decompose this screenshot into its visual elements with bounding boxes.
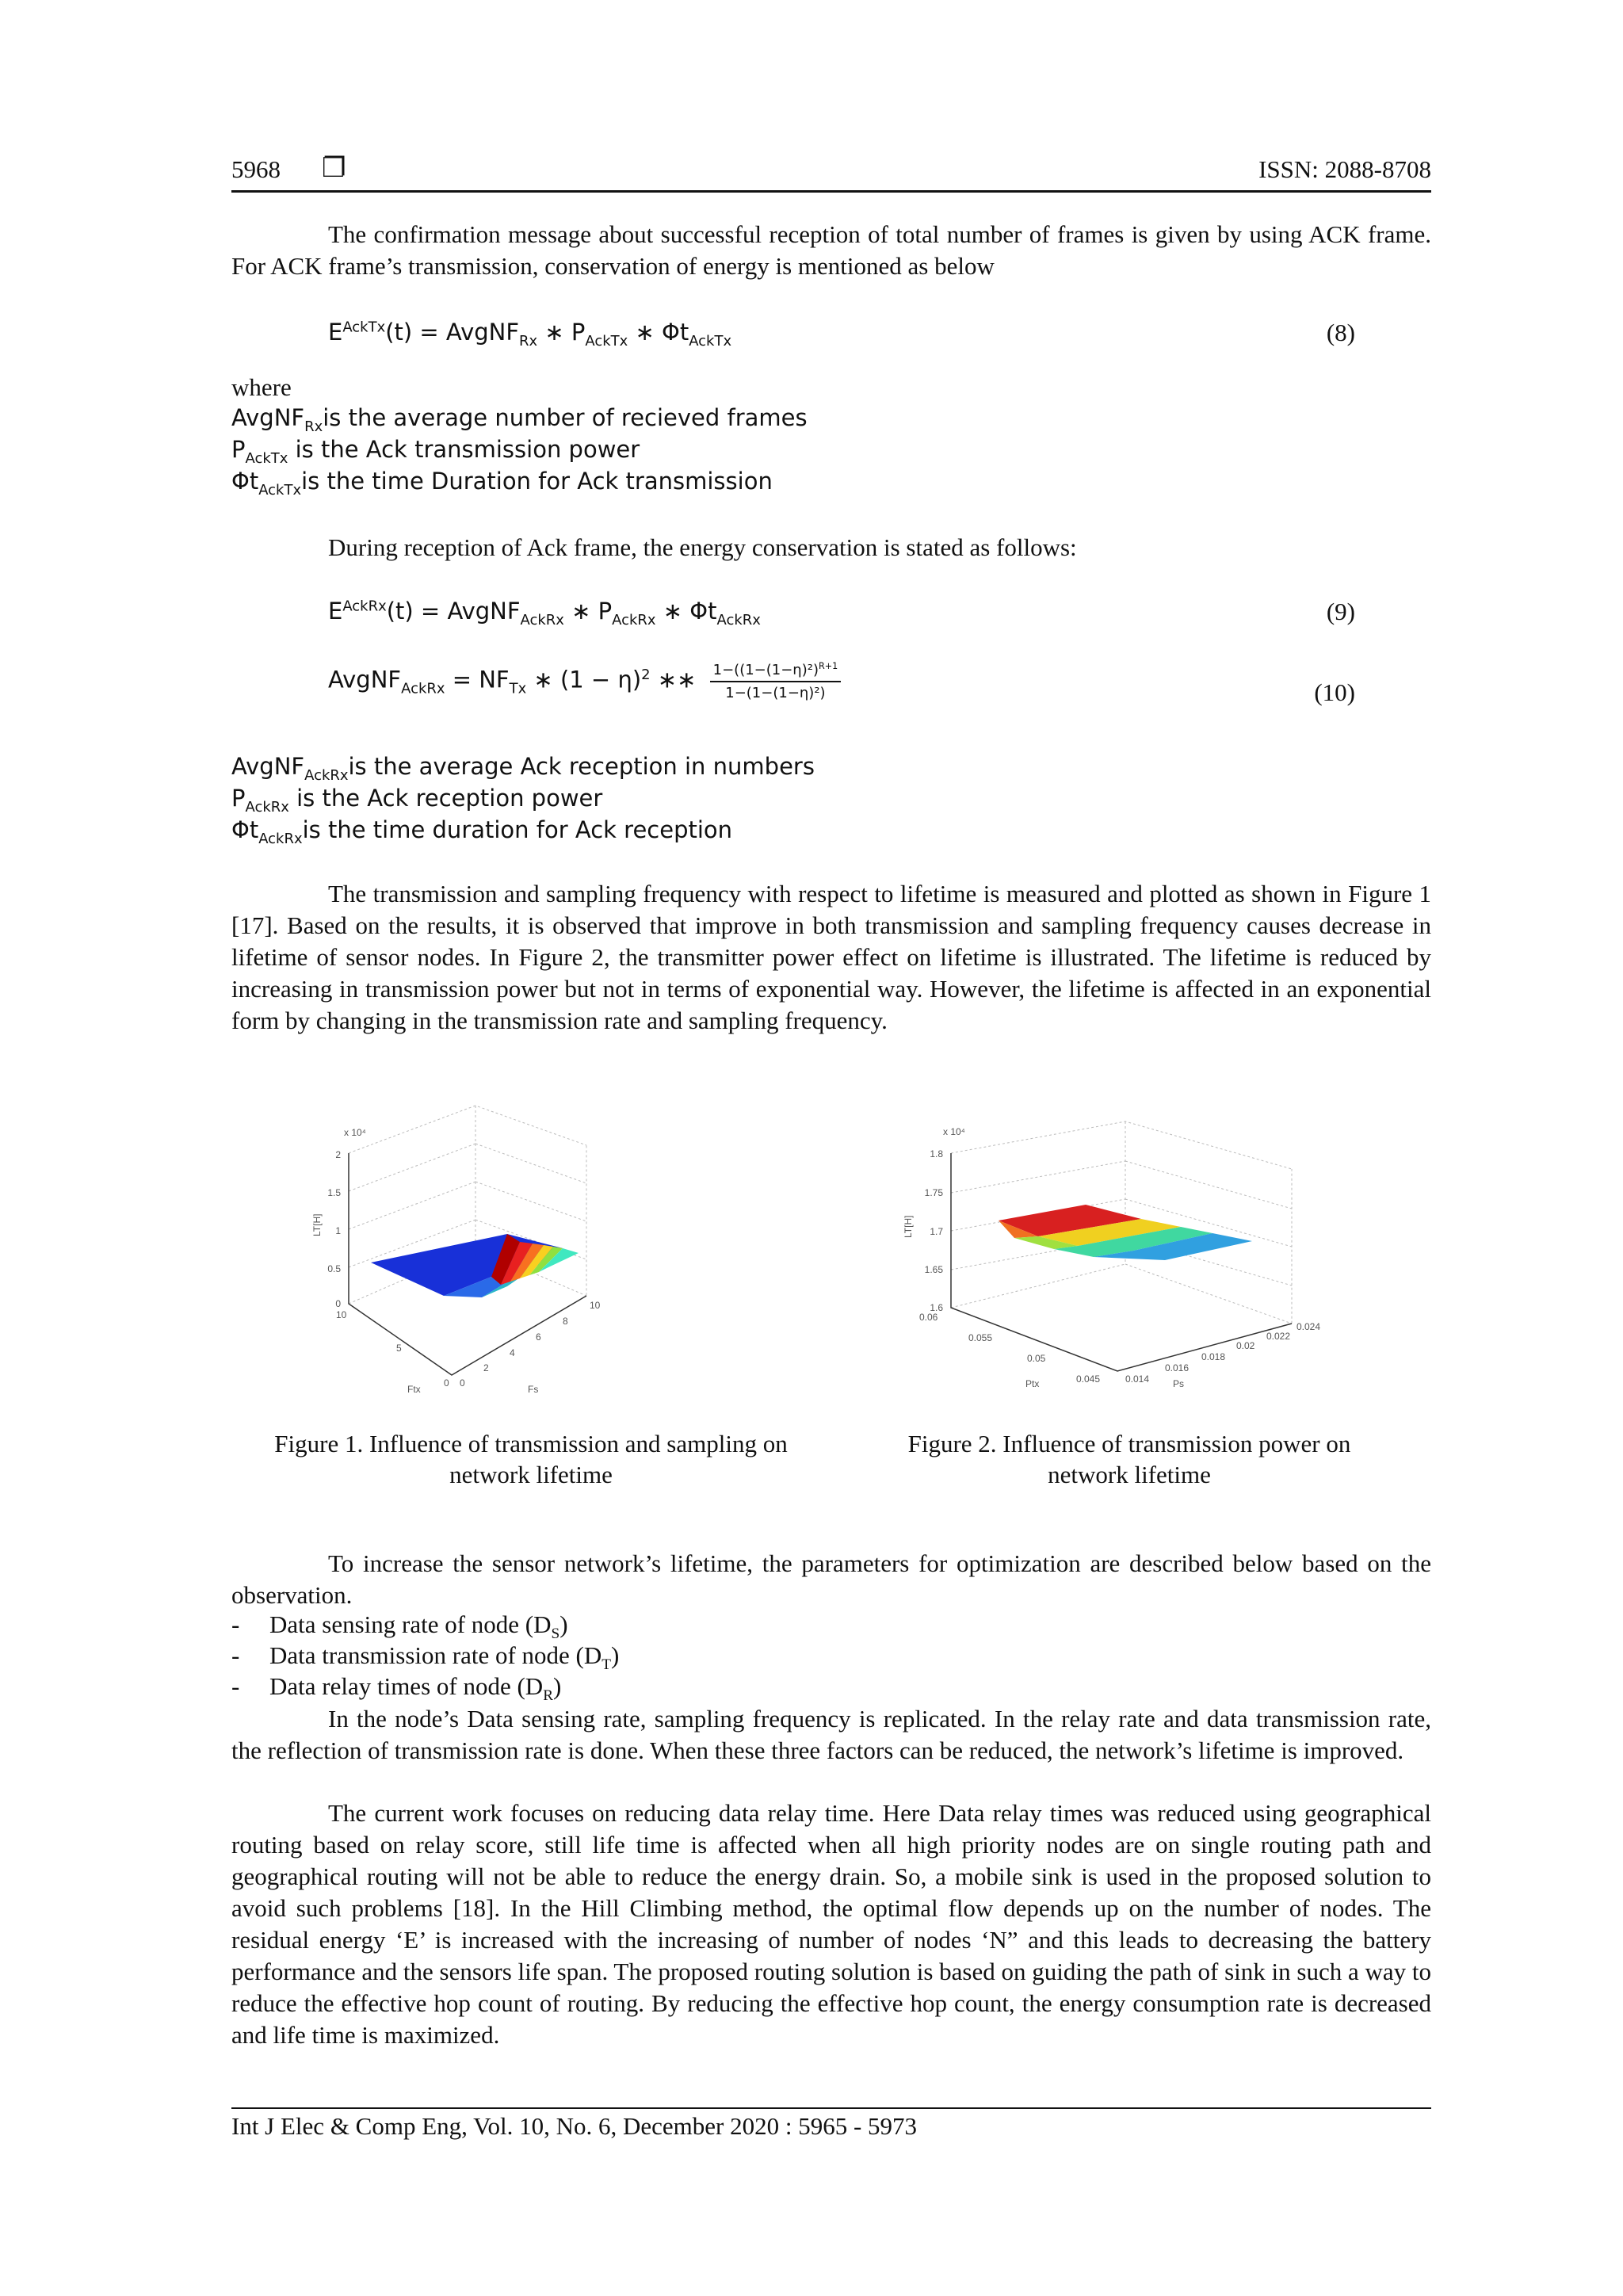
where-label: where bbox=[231, 373, 292, 401]
figure-1-caption: Figure 1. Influence of transmission and sampling on network lifetime bbox=[274, 1430, 788, 1488]
z-tick: 1.7 bbox=[930, 1226, 943, 1237]
z-tick: 2 bbox=[335, 1149, 341, 1160]
figure-2-caption: Figure 2. Influence of transmission power on network lifetime bbox=[907, 1430, 1351, 1488]
y-axis-label: Fs bbox=[528, 1384, 539, 1395]
issn: ISSN: 2088-8708 bbox=[1258, 155, 1431, 183]
y-axis-label: Ps bbox=[1173, 1378, 1185, 1389]
z-tick: 0.5 bbox=[327, 1263, 341, 1274]
x-tick: 0.06 bbox=[919, 1312, 938, 1323]
equation-9-number: (9) bbox=[1326, 598, 1355, 625]
z-axis-label: LT[H] bbox=[311, 1213, 323, 1236]
y-tick: 0.02 bbox=[1236, 1340, 1255, 1351]
y-tick: 6 bbox=[536, 1331, 541, 1343]
x-tick: 0.045 bbox=[1076, 1373, 1101, 1385]
figure-2-scale: x 10⁴ bbox=[943, 1126, 965, 1137]
footer-rule bbox=[231, 2107, 1431, 2109]
y-tick: 0.024 bbox=[1296, 1321, 1321, 1332]
figure-2-plot bbox=[896, 1117, 1403, 1403]
list-item: - Data sensing rate of node $(D_S)$ bbox=[231, 1610, 568, 1643]
x-tick: 5 bbox=[396, 1343, 402, 1354]
z-tick: 1.5 bbox=[327, 1187, 341, 1198]
definition-phi-ackrx: $\Phi t_{AckRx}is$ the time duration for Ack reception bbox=[231, 816, 733, 847]
y-tick: 10 bbox=[590, 1300, 601, 1311]
reception-paragraph: During reception of Ack frame, the energy conservation is stated as follows: bbox=[328, 533, 1077, 561]
x-tick: 0.05 bbox=[1027, 1353, 1046, 1364]
footer-citation: Int J Elec & Comp Eng, Vol. 10, No. 6, December 2020 : 5965 - 5973 bbox=[231, 2112, 918, 2140]
sensing-paragraph: In the node’s Data sensing rate, sampling frequency is replicated. In the relay rate and data transmission rate, the reflection of transmission rate is done. When these three factors can be reduced, the network’s lifetime is improved. bbox=[231, 1705, 1431, 1764]
x-axis-label: Ftx bbox=[407, 1384, 421, 1395]
x-tick: 10 bbox=[336, 1309, 347, 1320]
y-tick: 8 bbox=[563, 1316, 568, 1327]
y-tick: 0.018 bbox=[1201, 1351, 1226, 1362]
z-tick: 1.65 bbox=[924, 1264, 943, 1275]
current-work-paragraph: The current work focuses on reducing data relay time. Here Data relay times was reduced using geographical routing based on relay score, still life time is affected when all high priority nodes are on single routing path and geographical routing will not be able to reduce the energy drain. So, a mobile sink is used in the proposed solution to avoid such problems [18]. In the Hill Climbing method, the optimal flow depends up on the number of nodes. The residual energy ‘E’ is increased with the increasing of number of nodes ‘N” and this leads to decreasing the battery performance and the sensors life span. The proposed routing solution is based on guiding the path of sink in such a way to reduce the effective hop count of routing. By reducing the effective hop count, the energy consumption rate is decreased and life time is maximized. bbox=[231, 1799, 1431, 2049]
header-rule bbox=[231, 190, 1431, 193]
optimization-paragraph: To increase the sensor network’s lifetime, the parameters for optimization are described below based on the observation. bbox=[231, 1549, 1431, 1609]
figure-1-plot bbox=[311, 1098, 753, 1399]
z-axis-label: LT[H] bbox=[903, 1215, 914, 1238]
y-tick: 4 bbox=[510, 1347, 515, 1358]
equation-8-number: (8) bbox=[1326, 319, 1355, 346]
list-item: - Data transmission rate of node $(D_T)$ bbox=[231, 1641, 620, 1674]
equation-9: $E^{AckRx}(t)$ = AvgNF$_{AckRx}$ ∗ $P_{AckRx}$ ∗ $\Phi t_{AckRx}$ bbox=[328, 598, 761, 628]
y-tick: 0.016 bbox=[1165, 1362, 1190, 1373]
figure-1-surface bbox=[371, 1234, 579, 1297]
definition-p-ackrx: $P_{AckRx}$ is the Ack reception power bbox=[231, 785, 603, 816]
definition-p-acktx: $P_{AckTx}$ is the Ack transmission power bbox=[231, 436, 640, 467]
intro-paragraph: The confirmation message about successful reception of total number of frames is given by using ACK frame. For ACK frame’s transmission, conservation of energy is mentioned as below bbox=[231, 220, 1431, 280]
figure-1-scale: x 10⁴ bbox=[344, 1127, 366, 1138]
x-tick: 0 bbox=[444, 1377, 449, 1389]
y-tick: 2 bbox=[483, 1362, 489, 1373]
equation-10-fraction: $\frac{1-((1-(1-\eta)^2)^{R+1}}{\text{1−(1−(1−η)²)}}$ bbox=[710, 661, 842, 701]
page-number: 5968 bbox=[231, 155, 281, 183]
header-box-icon: ❐ bbox=[322, 152, 346, 184]
z-tick: 0 bbox=[335, 1298, 341, 1309]
x-tick: 0.055 bbox=[968, 1332, 993, 1343]
equation-10-number: (10) bbox=[1314, 678, 1355, 706]
results-paragraph: The transmission and sampling frequency with respect to lifetime is measured and plotted as shown in Figure 1 [17]. Based on the results, it is observed that improve in both transmission and sampling frequency causes decrease in lifetime of sensor nodes. In Figure 2, the transmitter power effect on lifetime is illustrated. The lifetime is reduced by increasing in transmission power but not in terms of exponential way. However, the lifetime is affected in an exponential form by changing in the transmission rate and sampling frequency. bbox=[231, 880, 1431, 1034]
z-tick: 1.6 bbox=[930, 1302, 943, 1313]
z-tick: 1.75 bbox=[924, 1187, 943, 1198]
z-tick: 1.8 bbox=[930, 1148, 943, 1159]
z-tick: 1 bbox=[335, 1225, 341, 1236]
y-tick: 0 bbox=[460, 1377, 465, 1389]
definition-avgnf-ackrx: AvgNF$_{AckRx}$is the average Ack reception in numbers bbox=[231, 753, 815, 784]
y-tick: 0.014 bbox=[1125, 1373, 1150, 1385]
equation-8: $E^{AckTx}(t)$ = AvgNF$_{Rx}$ ∗ $P_{AckTx}$ ∗ $\Phi t_{AckTx}$ bbox=[328, 319, 732, 350]
figure-1-grid bbox=[349, 1106, 586, 1375]
definition-avgnf-rx: AvgNF$_{Rx}$is the average number of recieved frames bbox=[231, 404, 808, 435]
equation-10: AvgNF$_{AckRx}$ = $NF_{Tx}$ ∗ $(1 - \eta)^2$ ∗∗ $\frac{1-((1-(1-\eta)^2)^{R+1}}{\text{1−(1−(1−η)²)}}$ bbox=[328, 661, 841, 701]
list-item: - Data relay times of node $(D_R)$ bbox=[231, 1672, 562, 1705]
definition-phi-acktx: $\Phi t_{AckTx}is$ the time Duration for Ack transmission bbox=[231, 468, 773, 499]
y-tick: 0.022 bbox=[1266, 1331, 1291, 1342]
x-axis-label: Ptx bbox=[1025, 1378, 1040, 1389]
